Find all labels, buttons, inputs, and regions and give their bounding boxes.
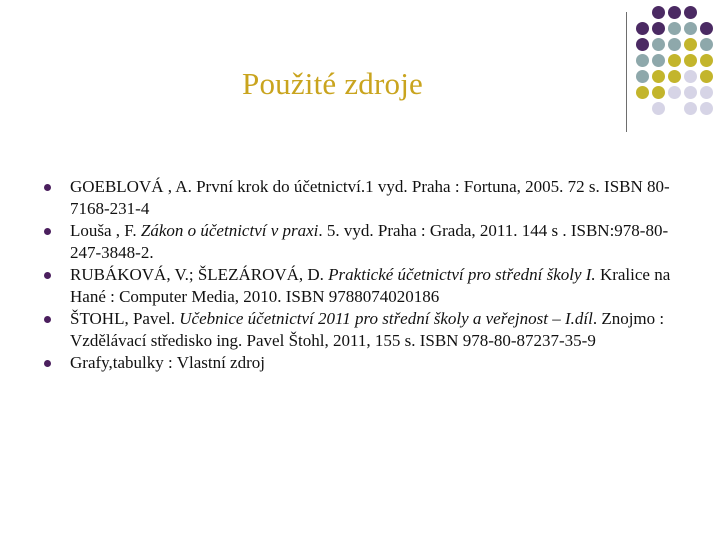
decorative-dot xyxy=(652,6,665,19)
reference-text: Grafy,tabulky : Vlastní zdroj xyxy=(70,353,265,372)
reference-italic-title: Praktické účetnictví pro střední školy I. xyxy=(328,265,596,284)
reference-italic-title: Učebnice účetnictví 2011 pro střední školy a veřejnost – I.díl xyxy=(179,309,593,328)
reference-text-tail: Kralice na Hané : Computer Media, 2010. ISBN 9788074020186 xyxy=(70,265,671,306)
decorative-dot xyxy=(652,38,665,51)
decorative-dot xyxy=(636,6,649,19)
decorative-dot xyxy=(700,38,713,51)
decorative-dot xyxy=(684,102,697,115)
reference-text-tail: . Znojmo : Vzdělávací středisko ing. Pavel Štohl, 2011, 155 s. ISBN 978-80-87237-35-9 xyxy=(70,309,665,350)
reference-list xyxy=(44,176,684,374)
decorative-dot xyxy=(636,22,649,35)
decorative-dot xyxy=(700,6,713,19)
decorative-dot xyxy=(700,22,713,35)
decorative-dot xyxy=(636,102,649,115)
decorative-divider-line xyxy=(626,12,627,132)
decorative-dot xyxy=(636,86,649,99)
decorative-dot xyxy=(636,70,649,83)
reference-text: Louša , F. xyxy=(70,221,141,240)
decorative-dot xyxy=(636,54,649,67)
slide-title: Použité zdroje xyxy=(242,66,423,101)
bullet-icon xyxy=(44,228,51,235)
bullet-icon xyxy=(44,316,51,323)
reference-item xyxy=(44,308,684,352)
reference-item xyxy=(44,220,684,264)
reference-item xyxy=(44,352,684,374)
decorative-dot xyxy=(684,6,697,19)
decorative-dot xyxy=(668,38,681,51)
decorative-dot xyxy=(652,22,665,35)
decorative-dot xyxy=(684,70,697,83)
decorative-dot xyxy=(684,54,697,67)
reference-item xyxy=(44,264,684,308)
decorative-dot xyxy=(700,102,713,115)
decorative-dot xyxy=(668,102,681,115)
decorative-dot xyxy=(652,86,665,99)
decorative-dot xyxy=(684,86,697,99)
decorative-dot xyxy=(668,54,681,67)
bullet-icon xyxy=(44,360,51,367)
decorative-dot xyxy=(668,6,681,19)
decorative-dot xyxy=(636,38,649,51)
decorative-dot xyxy=(652,54,665,67)
decorative-dot-grid xyxy=(636,6,716,118)
decorative-dot xyxy=(652,102,665,115)
bullet-icon xyxy=(44,184,51,191)
decorative-dot xyxy=(684,38,697,51)
decorative-dot xyxy=(668,22,681,35)
reference-text: ŠTOHL, Pavel. xyxy=(70,309,180,328)
reference-text: RUBÁKOVÁ, V.; ŠLEZÁROVÁ, D. xyxy=(70,265,329,284)
reference-text-tail: . 5. vyd. Praha : Grada, 2011. 144 s . ISBN:978-80-247-3848-2. xyxy=(70,221,669,262)
bullet-icon xyxy=(44,272,51,279)
decorative-dot xyxy=(700,86,713,99)
reference-italic-title: Zákon o účetnictví v praxi xyxy=(140,221,319,240)
decorative-dot xyxy=(668,70,681,83)
decorative-dot xyxy=(700,70,713,83)
decorative-dot xyxy=(652,70,665,83)
reference-item xyxy=(44,176,684,220)
reference-text: GOEBLOVÁ , A. První krok do účetnictví.1 vyd. Praha : Fortuna, 2005. 72 s. ISBN 80-7168-231-4 xyxy=(70,177,670,218)
decorative-dot xyxy=(684,22,697,35)
decorative-dot xyxy=(700,54,713,67)
decorative-dot xyxy=(668,86,681,99)
